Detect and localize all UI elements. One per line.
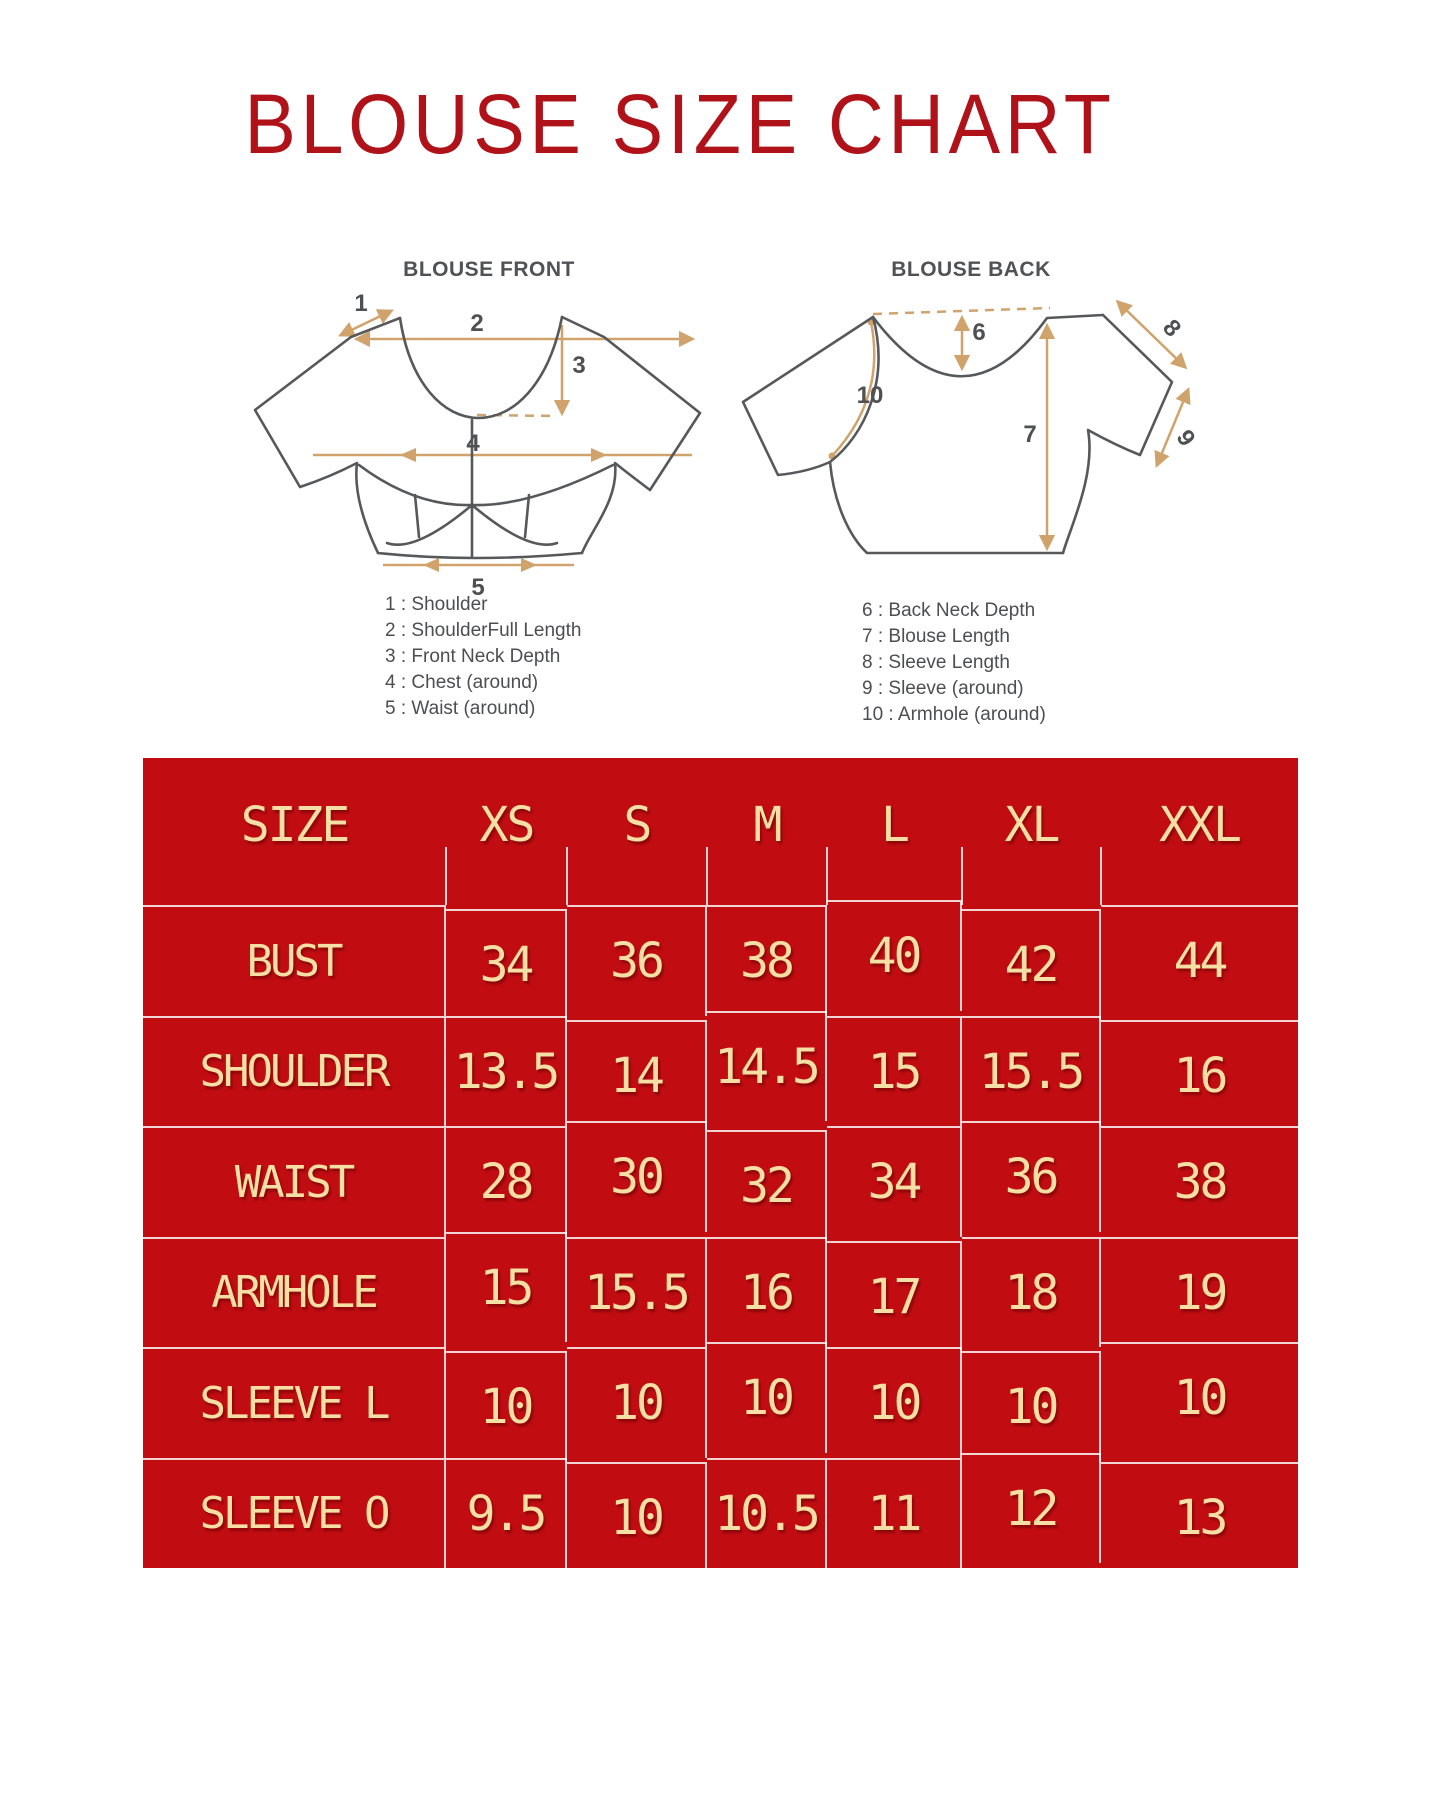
legend-line: 10 : Armhole (around) bbox=[862, 704, 1046, 725]
legend-line: 2 : ShoulderFull Length bbox=[385, 620, 582, 641]
size-cell: 16 bbox=[707, 1237, 827, 1348]
size-cell: 30 bbox=[567, 1121, 707, 1232]
legend-line: 3 : Front Neck Depth bbox=[385, 646, 561, 667]
front-marker-2: 2 bbox=[470, 310, 484, 337]
size-cell: 28 bbox=[446, 1126, 567, 1237]
page-title: BLOUSE SIZE CHART bbox=[244, 77, 1116, 171]
size-cell: 34 bbox=[446, 909, 567, 1020]
row-label-waist: WAIST bbox=[143, 1126, 446, 1237]
legend-line: 1 : Shoulder bbox=[385, 594, 488, 615]
size-cell: 40 bbox=[827, 900, 962, 1011]
size-cell: 14.5 bbox=[707, 1011, 827, 1122]
back-measure-arrows bbox=[832, 302, 1188, 548]
header-xl: XL bbox=[962, 758, 1101, 905]
size-cell: 10 bbox=[962, 1351, 1101, 1462]
size-cell: 32 bbox=[707, 1130, 827, 1241]
front-marker-1: 1 bbox=[354, 290, 368, 317]
legend-line: 8 : Sleeve Length bbox=[862, 652, 1010, 673]
size-cell: 11 bbox=[827, 1458, 962, 1569]
back-diagram-title: BLOUSE BACK bbox=[891, 258, 1051, 281]
size-cell: 19 bbox=[1101, 1237, 1298, 1348]
blouse-front-sketch bbox=[195, 255, 710, 600]
size-cell: 15 bbox=[827, 1016, 962, 1127]
back-marker-9: 9 bbox=[1170, 425, 1201, 452]
size-cell: 13.5 bbox=[446, 1016, 567, 1127]
legend-line: 9 : Sleeve (around) bbox=[862, 678, 1024, 699]
size-cell: 42 bbox=[962, 909, 1101, 1020]
blouse-front-diagram bbox=[195, 222, 710, 732]
front-legend bbox=[385, 592, 581, 722]
header-xs: XS bbox=[446, 758, 567, 905]
size-cell: 17 bbox=[827, 1241, 962, 1352]
size-cell: 44 bbox=[1101, 905, 1298, 1016]
header-m: M bbox=[707, 758, 827, 905]
legend-line: 7 : Blouse Length bbox=[862, 626, 1010, 647]
size-cell: 13 bbox=[1101, 1462, 1298, 1573]
back-marker-8: 8 bbox=[1157, 314, 1187, 343]
row-label-sleeve-o: SLEEVE O bbox=[143, 1458, 446, 1569]
size-cell: 15 bbox=[446, 1232, 567, 1343]
front-marker-4: 4 bbox=[466, 430, 480, 457]
size-cell: 36 bbox=[962, 1121, 1101, 1232]
row-label-sleeve-l: SLEEVE L bbox=[143, 1347, 446, 1458]
size-cell: 36 bbox=[567, 905, 707, 1016]
blouse-back-sketch bbox=[720, 250, 1220, 600]
legend-line: 5 : Waist (around) bbox=[385, 698, 536, 719]
header-l: L bbox=[827, 758, 962, 905]
size-cell: 10 bbox=[827, 1347, 962, 1458]
back-outline bbox=[743, 315, 1172, 553]
size-cell: 14 bbox=[567, 1020, 707, 1131]
back-legend bbox=[862, 598, 1046, 728]
size-cell: 34 bbox=[827, 1126, 962, 1237]
size-table bbox=[143, 758, 1298, 1568]
header-size: SIZE bbox=[143, 758, 446, 905]
size-cell: 10 bbox=[567, 1462, 707, 1573]
legend-line: 4 : Chest (around) bbox=[385, 672, 539, 693]
front-marker-3: 3 bbox=[572, 352, 586, 379]
blouse-back-diagram bbox=[720, 222, 1220, 732]
size-cell: 10.5 bbox=[707, 1458, 827, 1569]
header-s: S bbox=[567, 758, 707, 905]
size-cell: 16 bbox=[1101, 1020, 1298, 1131]
header-xxl: XXL bbox=[1159, 796, 1240, 853]
row-label-shoulder: SHOULDER bbox=[143, 1016, 446, 1127]
size-cell: 38 bbox=[707, 905, 827, 1016]
size-cell: 10 bbox=[707, 1342, 827, 1453]
size-cell: 18 bbox=[962, 1237, 1101, 1348]
size-cell: 12 bbox=[962, 1453, 1101, 1564]
size-cell: 10 bbox=[567, 1347, 707, 1458]
row-label-armhole: ARMHOLE bbox=[143, 1237, 446, 1348]
size-cell: 15.5 bbox=[567, 1237, 707, 1348]
size-cell: 10 bbox=[446, 1351, 567, 1462]
row-label-bust: BUST bbox=[143, 905, 446, 1016]
front-marker-5: 5 bbox=[471, 574, 485, 600]
size-cell: 9.5 bbox=[446, 1458, 567, 1569]
size-cell: 15.5 bbox=[962, 1016, 1101, 1127]
legend-line: 6 : Back Neck Depth bbox=[862, 600, 1036, 621]
size-cell: 10 bbox=[1101, 1342, 1298, 1453]
size-cell: 38 bbox=[1101, 1126, 1298, 1237]
back-marker-6: 6 bbox=[972, 319, 986, 346]
back-marker-10: 10 bbox=[856, 382, 884, 409]
back-marker-7: 7 bbox=[1023, 421, 1037, 448]
front-diagram-title: BLOUSE FRONT bbox=[403, 258, 575, 281]
